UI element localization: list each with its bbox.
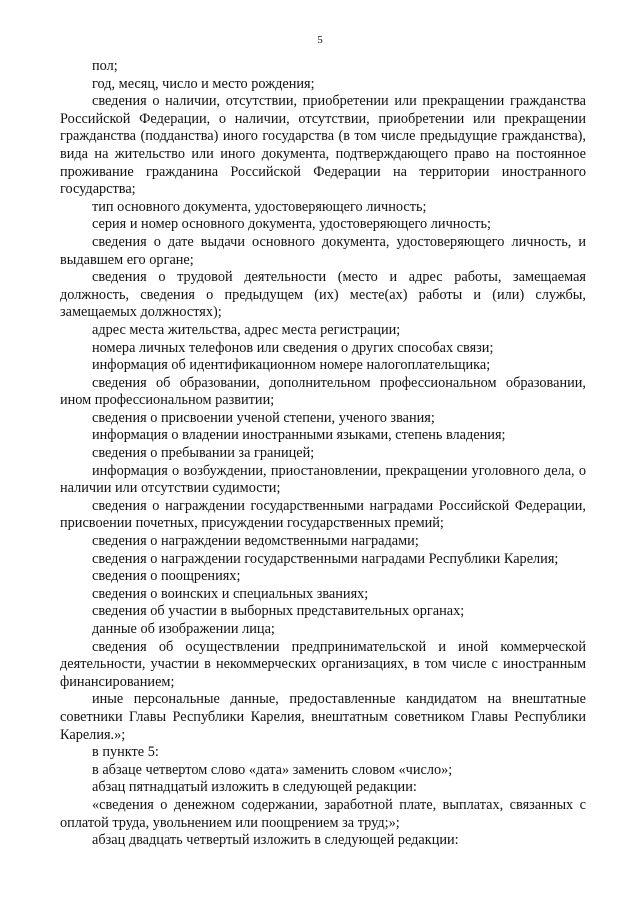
paragraph: тип основного документа, удостоверяющего личность; — [92, 198, 427, 215]
paragraph: сведения о награждении государственными наградами Российской Федерации, присвоении почетных, присуждении государственных премий; — [60, 497, 586, 532]
paragraph: в пункте 5: — [92, 744, 159, 761]
paragraph: год, месяц, число и место рождения; — [92, 75, 315, 92]
page-number: 5 — [317, 34, 323, 46]
paragraph: сведения о наличии, отсутствии, приобретении или прекращении гражданства Российской Федерации, о наличии, отсутствии, приобретении или прекращении гражданства (подданства) иного государства (в том числе предыдущие гражданства), вида на жительство или иного документа, подтверждающего право на постоянное проживание гражданина Российской Федерации на территории иностранного государства; — [60, 93, 586, 198]
paragraph: сведения о награждении ведомственными наградами; — [92, 533, 419, 550]
paragraph: адрес места жительства, адрес места регистрации; — [92, 321, 401, 338]
paragraph: информация о возбуждении, приостановлении, прекращении уголовного дела, о наличии или отсутствии судимости; — [60, 462, 586, 497]
body-text — [60, 58, 586, 850]
paragraph: сведения о воинских и специальных званиях; — [92, 585, 369, 602]
paragraph: сведения об образовании, дополнительном профессиональном образовании, ином профессиональном развитии; — [60, 374, 586, 409]
paragraph: данные об изображении лица; — [92, 621, 275, 637]
paragraph: в абзаце четвертом слово «дата» заменить словом «число»; — [92, 761, 453, 778]
paragraph: абзац пятнадцатый изложить в следующей редакции: — [92, 779, 417, 796]
paragraph: сведения о пребывании за границей; — [92, 445, 315, 462]
paragraph: сведения о поощрениях; — [92, 568, 241, 585]
paragraph: сведения о присвоении ученой степени, ученого звания; — [92, 409, 435, 426]
paragraph: информация о владении иностранными языками, степень владения; — [92, 427, 506, 444]
paragraph: информация об идентификационном номере налогоплательщика; — [92, 357, 491, 374]
paragraph: сведения о трудовой деятельности (место и адрес работы, замещаемая должность, сведения о предыдущем (их) месте(ах) работы и (или) службы, замещаемых должностях); — [60, 269, 586, 321]
paragraph: номера личных телефонов или сведения о других способах связи; — [92, 339, 494, 356]
paragraph: серия и номер основного документа, удостоверяющего личность; — [92, 216, 491, 233]
paragraph: сведения о награждении государственными наградами Республики Карелия; — [92, 550, 559, 567]
paragraph: абзац двадцать четвертый изложить в следующей редакции: — [92, 832, 459, 849]
paragraph: сведения об осуществлении предпринимательской и иной коммерческой деятельности, участии в некоммерческих организациях, в том числе с иностранным финансированием; — [60, 638, 586, 690]
paragraph: пол; — [92, 58, 118, 74]
paragraph: иные персональные данные, предоставленные кандидатом на внештатные советники Главы Республики Карелия, внештатным советником Главы Республики Карелия.»; — [60, 691, 586, 743]
paragraph: сведения об участии в выборных представительных органах; — [92, 603, 465, 620]
paragraph: сведения о дате выдачи основного документа, удостоверяющего личность, и выдавшем его органе; — [60, 233, 586, 268]
paragraph: «сведения о денежном содержании, заработной плате, выплатах, связанных с оплатой труда, увольнением или поощрением за труд;»; — [60, 796, 586, 831]
